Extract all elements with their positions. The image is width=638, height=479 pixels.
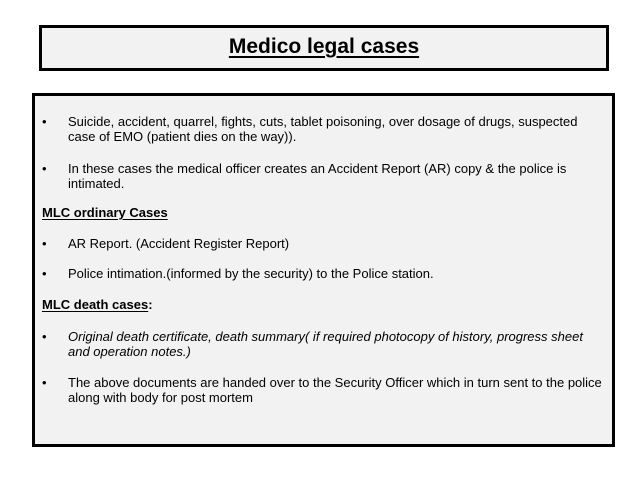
bullet-icon: • [42, 161, 47, 176]
ordinary-heading [42, 205, 168, 220]
intro-bullet-2-text: In these cases the medical officer creates an Accident Report (AR) copy & the police is intimated. [68, 161, 567, 191]
bullet-icon: • [42, 236, 47, 251]
ordinary-heading-text: MLC ordinary Cases [42, 205, 168, 220]
death-bullet-2-text: The above documents are handed over to the Security Officer which in turn sent to the police along with body for post mortem [68, 375, 602, 405]
death-bullet-1-text: Original death certificate, death summary( if required photocopy of history, progress sheet and operation notes.) [68, 329, 583, 359]
title-box [39, 25, 609, 71]
slide-title: Medico legal cases [228, 35, 420, 58]
content-box [32, 93, 615, 447]
bullet-icon: • [42, 329, 47, 344]
bullet-icon: • [42, 266, 47, 281]
bullet-icon: • [42, 375, 47, 390]
death-heading [42, 297, 153, 312]
ordinary-bullet-2-text: Police intimation.(informed by the security) to the Police station. [68, 266, 434, 281]
intro-bullet-1-text: Suicide, accident, quarrel, fights, cuts, tablet poisoning, over dosage of drugs, suspected case of EMO (patient dies on the way)). [68, 114, 578, 144]
death-heading-colon: : [148, 297, 153, 312]
ordinary-bullet-1-text: AR Report. (Accident Register Report) [68, 236, 290, 251]
death-heading-text: MLC death cases [42, 297, 149, 312]
bullet-icon: • [42, 114, 47, 129]
